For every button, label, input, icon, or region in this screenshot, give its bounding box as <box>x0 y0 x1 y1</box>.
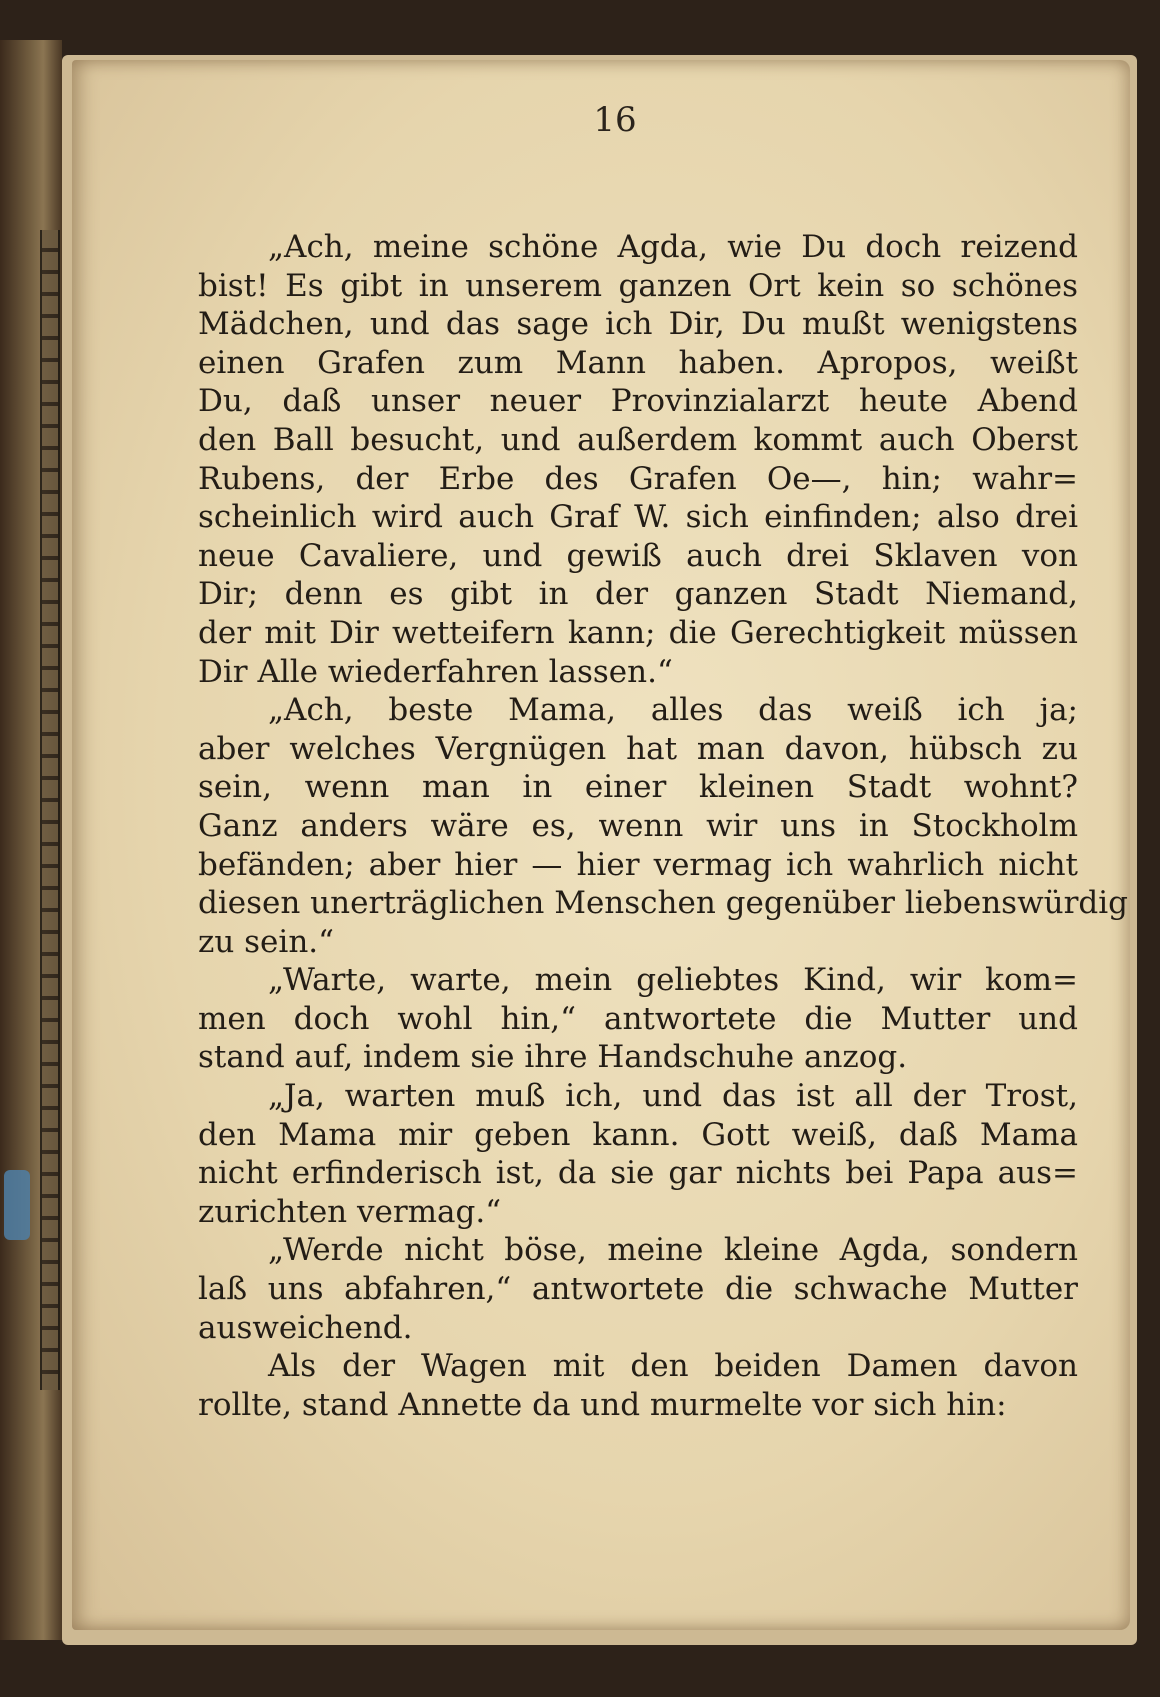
text-line: „Ach, beste Mama, alles das weiß ich ja; <box>268 692 1078 729</box>
text-line: stand auf, indem sie ihre Handschuhe anzog. <box>198 1039 908 1076</box>
text-line: men doch wohl hin,“ antwortete die Mutter und <box>198 1000 1078 1037</box>
page-number: 16 <box>593 100 637 140</box>
text-line: Dir; denn es gibt in der ganzen Stadt Niemand, <box>198 576 1078 613</box>
spine-blue-patch <box>4 1170 30 1240</box>
text-line: Rubens, der Erbe des Grafen Oe—, hin; wahr= <box>198 460 1078 497</box>
text-line: befänden; aber hier — hier vermag ich wahrlich nicht <box>198 846 1078 883</box>
paragraph-4 <box>198 1077 1078 1231</box>
text-line: den Ball besucht, und außerdem kommt auch Oberst <box>198 421 1078 458</box>
text-line: „Ja, warten muß ich, und das ist all der Trost, <box>268 1078 1078 1115</box>
text-line: der mit Dir wetteifern kann; die Gerechtigkeit müssen <box>198 614 1078 651</box>
text-line: Mädchen, und das sage ich Dir, Du mußt wenigstens <box>198 306 1078 343</box>
text-line: diesen unerträglichen Menschen gegenüber liebenswürdig <box>198 885 1128 922</box>
text-line: sein, wenn man in einer kleinen Stadt wohnt? <box>198 769 1078 806</box>
text-line: „Ach, meine schöne Agda, wie Du doch reizend <box>268 229 1078 265</box>
text-line: zu sein.“ <box>198 923 334 960</box>
paragraph-1 <box>198 228 1078 691</box>
text-line: aber welches Vergnügen hat man davon, hübsch zu <box>198 730 1078 767</box>
text-line: nicht erfinderisch ist, da sie gar nichts bei Papa aus= <box>198 1155 1078 1192</box>
text-line: „Werde nicht böse, meine kleine Agda, sondern <box>268 1232 1078 1269</box>
text-line: zurichten vermag.“ <box>198 1193 502 1230</box>
text-line: laß uns abfahren,“ antwortete die schwache Mutter <box>198 1271 1078 1308</box>
text-line: einen Grafen zum Mann haben. Apropos, weißt <box>198 344 1078 381</box>
text-body <box>198 228 1128 1424</box>
text-line: scheinlich wird auch Graf W. sich einfinden; also drei <box>198 499 1078 536</box>
text-line: neue Cavaliere, und gewiß auch drei Sklaven von <box>198 537 1078 574</box>
text-line: den Mama mir geben kann. Gott weiß, daß Mama <box>198 1116 1078 1153</box>
paragraph-2 <box>198 691 1128 961</box>
text-line: Ganz anders wäre es, wenn wir uns in Stockholm <box>198 807 1078 844</box>
text-line: „Warte, warte, mein geliebtes Kind, wir kom= <box>268 962 1078 999</box>
text-line: Als der Wagen mit den beiden Damen davon <box>268 1348 1078 1385</box>
paragraph-6 <box>198 1347 1078 1424</box>
text-line: bist! Es gibt in unserem ganzen Ort kein so schönes <box>198 267 1078 304</box>
spine-ornament <box>40 230 60 1390</box>
paragraph-5 <box>198 1231 1078 1347</box>
text-line: Du, daß unser neuer Provinzialarzt heute Abend <box>198 383 1078 420</box>
text-line: ausweichend. <box>198 1309 413 1346</box>
book-spine <box>0 40 62 1640</box>
text-line: Dir Alle wiederfahren lassen.“ <box>198 653 673 690</box>
text-line: rollte, stand Annette da und murmelte vor sich hin: <box>198 1386 1007 1423</box>
paragraph-3 <box>198 961 1078 1077</box>
